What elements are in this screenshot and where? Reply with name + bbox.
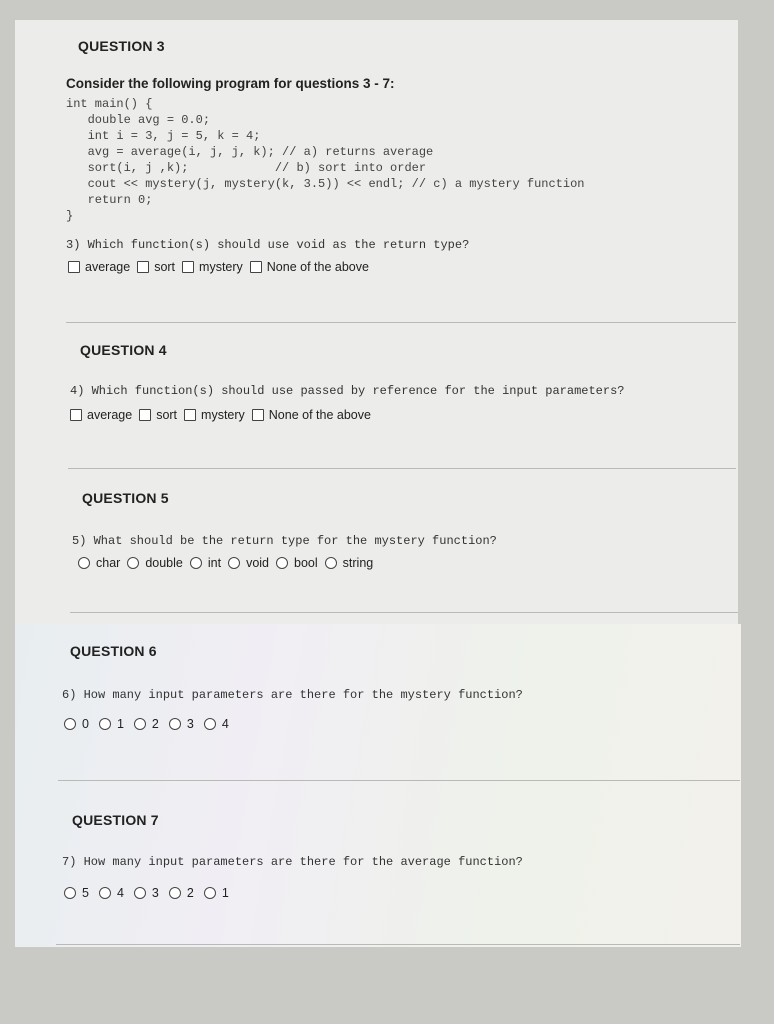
code-line: double avg = 0.0;	[66, 113, 211, 127]
question-6-text: 6) How many input parameters are there for the mystery function?	[62, 688, 523, 702]
q4-option-mystery[interactable]	[184, 408, 245, 422]
question-7-title: QUESTION 7	[72, 812, 159, 828]
q7-option-3[interactable]	[134, 886, 159, 900]
radio[interactable]	[190, 557, 202, 569]
q6-option-3[interactable]	[169, 717, 194, 731]
radio[interactable]	[99, 718, 111, 730]
radio[interactable]	[204, 887, 216, 899]
divider	[70, 612, 738, 613]
question-6-options	[64, 717, 239, 731]
option-label: string	[342, 556, 374, 570]
q6-option-4[interactable]	[204, 717, 229, 731]
question-5-title: QUESTION 5	[82, 490, 169, 506]
option-label: average	[87, 408, 133, 422]
option-label: 2	[186, 886, 194, 900]
checkbox[interactable]	[68, 261, 80, 273]
question-5-text: 5) What should be the return type for the mystery function?	[72, 534, 497, 548]
option-label: bool	[294, 556, 318, 570]
checkbox[interactable]	[252, 409, 264, 421]
code-line: return 0;	[66, 193, 153, 207]
option-label: 1	[221, 886, 229, 900]
question-6-title: QUESTION 6	[70, 643, 157, 659]
q6-option-0[interactable]	[64, 717, 89, 731]
q4-option-none[interactable]	[252, 408, 371, 422]
question-3-options	[68, 260, 376, 274]
question-4-title: QUESTION 4	[80, 342, 167, 358]
option-label: None of the above	[268, 408, 371, 422]
q5-option-string[interactable]	[325, 556, 374, 570]
q4-option-sort[interactable]	[139, 408, 177, 422]
q5-option-void[interactable]	[228, 556, 269, 570]
radio[interactable]	[99, 887, 111, 899]
radio[interactable]	[134, 718, 146, 730]
option-label: char	[96, 556, 121, 570]
q7-option-1[interactable]	[204, 886, 229, 900]
question-5-options	[78, 556, 380, 570]
q7-option-4[interactable]	[99, 886, 124, 900]
divider	[68, 468, 736, 469]
option-label: sort	[154, 260, 176, 274]
radio[interactable]	[276, 557, 288, 569]
radio[interactable]	[169, 887, 181, 899]
checkbox[interactable]	[137, 261, 149, 273]
checkbox[interactable]	[70, 409, 82, 421]
checkbox[interactable]	[184, 409, 196, 421]
option-label: 3	[186, 717, 194, 731]
q3-option-none[interactable]	[250, 260, 369, 274]
option-label: int	[207, 556, 222, 570]
option-label: mystery	[201, 408, 245, 422]
radio[interactable]	[64, 718, 76, 730]
code-line: int main() {	[66, 97, 153, 111]
q5-option-double[interactable]	[127, 556, 183, 570]
option-label: double	[145, 556, 183, 570]
q5-option-char[interactable]	[78, 556, 120, 570]
divider	[58, 780, 740, 781]
q4-option-average[interactable]	[70, 408, 132, 422]
q5-option-int[interactable]	[190, 556, 221, 570]
checkbox[interactable]	[139, 409, 151, 421]
code-line: cout << mystery(j, mystery(k, 3.5)) << endl; // c) a mystery function	[66, 177, 585, 191]
question-7-text: 7) How many input parameters are there for the average function?	[62, 855, 523, 869]
option-label: 0	[82, 717, 89, 731]
radio[interactable]	[228, 557, 240, 569]
question-3-title: QUESTION 3	[78, 38, 165, 54]
code-line: int i = 3, j = 5, k = 4;	[66, 129, 261, 143]
divider	[56, 944, 740, 945]
q3-option-sort[interactable]	[137, 260, 175, 274]
option-label: None of the above	[266, 260, 369, 274]
radio[interactable]	[78, 557, 90, 569]
radio[interactable]	[325, 557, 337, 569]
radio[interactable]	[204, 718, 216, 730]
option-label: 4	[221, 717, 229, 731]
radio[interactable]	[127, 557, 139, 569]
option-label: 4	[116, 886, 124, 900]
option-label: average	[85, 260, 131, 274]
option-label: mystery	[199, 260, 243, 274]
code-line: sort(i, j ,k); // b) sort into order	[66, 161, 427, 175]
code-line: }	[66, 209, 74, 223]
option-label: 5	[82, 886, 89, 900]
divider	[66, 322, 736, 323]
option-label: 1	[116, 717, 124, 731]
question-4-text: 4) Which function(s) should use passed by reference for the input parameters?	[70, 384, 625, 398]
q5-option-bool[interactable]	[276, 556, 318, 570]
question-4-options	[70, 408, 378, 422]
question-7-options	[64, 886, 239, 900]
option-label: void	[246, 556, 270, 570]
radio[interactable]	[169, 718, 181, 730]
option-label: sort	[156, 408, 178, 422]
program-code	[66, 96, 584, 224]
q6-option-1[interactable]	[99, 717, 124, 731]
code-line: avg = average(i, j, j, k); // a) returns average	[66, 145, 434, 159]
q3-option-mystery[interactable]	[182, 260, 243, 274]
option-label: 3	[151, 886, 159, 900]
radio[interactable]	[64, 887, 76, 899]
option-label: 2	[151, 717, 159, 731]
radio[interactable]	[134, 887, 146, 899]
checkbox[interactable]	[250, 261, 262, 273]
q7-option-2[interactable]	[169, 886, 194, 900]
q7-option-5[interactable]	[64, 886, 89, 900]
checkbox[interactable]	[182, 261, 194, 273]
q3-option-average[interactable]	[68, 260, 130, 274]
q6-option-2[interactable]	[134, 717, 159, 731]
question-3-text: 3) Which function(s) should use void as the return type?	[66, 238, 470, 252]
program-intro: Consider the following program for questions 3 - 7:	[66, 76, 395, 91]
